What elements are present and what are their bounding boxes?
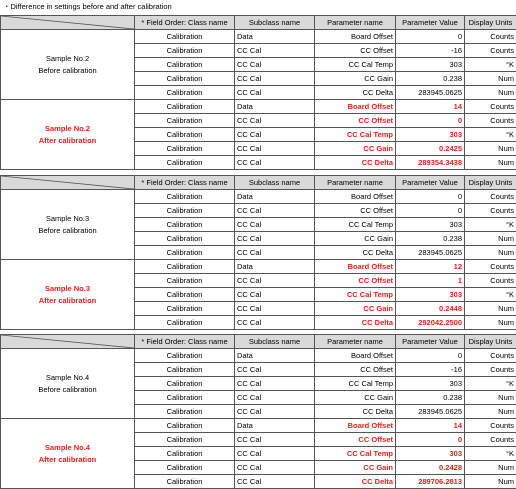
subclass-name-cell: CC Cal — [235, 274, 315, 288]
class-name-cell: Calibration — [135, 433, 235, 447]
display-unit-cell: Num — [465, 232, 516, 246]
parameter-name-cell: CC Offset — [315, 433, 396, 447]
display-unit-cell: °K — [465, 288, 516, 302]
parameter-name-cell: CC Offset — [315, 114, 396, 128]
subclass-name-cell: CC Cal — [235, 475, 315, 489]
table-row — [1, 30, 516, 44]
table-row — [1, 190, 516, 204]
comparison-section — [0, 15, 516, 170]
class-name-cell: Calibration — [135, 232, 235, 246]
class-name-cell: Calibration — [135, 316, 235, 330]
comparison-section — [0, 175, 516, 330]
parameter-value-cell: 0.238 — [396, 232, 465, 246]
parameter-name-cell: CC Cal Temp — [315, 58, 396, 72]
header-subclass-name: Subclass name — [235, 335, 315, 349]
subclass-name-cell: CC Cal — [235, 461, 315, 475]
header-parameter-value: Parameter Value — [396, 16, 465, 30]
display-unit-cell: Num — [465, 391, 516, 405]
class-name-cell: Calibration — [135, 405, 235, 419]
parameter-name-cell: CC Delta — [315, 86, 396, 100]
class-name-cell: Calibration — [135, 260, 235, 274]
header-row — [1, 16, 516, 30]
parameter-name-cell: CC Offset — [315, 44, 396, 58]
header-class-name: * Field Order: Class name — [135, 16, 235, 30]
diagonal-divider — [1, 16, 134, 29]
parameter-name-cell: CC Delta — [315, 246, 396, 260]
sample-label — [1, 30, 135, 100]
parameter-value-cell: 0.2428 — [396, 461, 465, 475]
class-name-cell: Calibration — [135, 349, 235, 363]
settings-table — [0, 15, 516, 170]
diagonal-divider — [1, 335, 134, 348]
parameter-name-cell: CC Cal Temp — [315, 218, 396, 232]
subclass-name-cell: CC Cal — [235, 86, 315, 100]
parameter-name-cell: CC Gain — [315, 232, 396, 246]
parameter-value-cell: 0.2425 — [396, 142, 465, 156]
parameter-value-cell: 12 — [396, 260, 465, 274]
display-unit-cell: °K — [465, 128, 516, 142]
subclass-name-cell: CC Cal — [235, 405, 315, 419]
subclass-name-cell: CC Cal — [235, 58, 315, 72]
display-unit-cell: Counts — [465, 433, 516, 447]
parameter-name-cell: CC Cal Temp — [315, 377, 396, 391]
subclass-name-cell: CC Cal — [235, 128, 315, 142]
sample-label — [1, 419, 135, 489]
class-name-cell: Calibration — [135, 302, 235, 316]
subclass-name-cell: CC Cal — [235, 302, 315, 316]
sample-label — [1, 349, 135, 419]
subclass-name-cell: CC Cal — [235, 72, 315, 86]
parameter-name-cell: CC Delta — [315, 156, 396, 170]
parameter-name-cell: CC Cal Temp — [315, 128, 396, 142]
display-unit-cell: Counts — [465, 349, 516, 363]
class-name-cell: Calibration — [135, 274, 235, 288]
class-name-cell: Calibration — [135, 190, 235, 204]
page-title: ・Difference in settings before and after calibration — [3, 2, 172, 12]
parameter-name-cell: CC Gain — [315, 461, 396, 475]
parameter-value-cell: -16 — [396, 44, 465, 58]
class-name-cell: Calibration — [135, 128, 235, 142]
display-unit-cell: Counts — [465, 419, 516, 433]
table-row — [1, 100, 516, 114]
parameter-value-cell: 0.2448 — [396, 302, 465, 316]
display-unit-cell: Counts — [465, 44, 516, 58]
parameter-value-cell: 14 — [396, 100, 465, 114]
header-parameter-value: Parameter Value — [396, 335, 465, 349]
calibration-phase: After calibration — [3, 135, 132, 147]
subclass-name-cell: CC Cal — [235, 363, 315, 377]
subclass-name-cell: Data — [235, 419, 315, 433]
display-unit-cell: °K — [465, 447, 516, 461]
calibration-phase: After calibration — [3, 295, 132, 307]
class-name-cell: Calibration — [135, 156, 235, 170]
corner-cell — [1, 176, 135, 190]
settings-table — [0, 175, 516, 330]
parameter-value-cell: 1 — [396, 274, 465, 288]
sample-label — [1, 190, 135, 260]
header-class-name: * Field Order: Class name — [135, 176, 235, 190]
parameter-value-cell: 0 — [396, 204, 465, 218]
header-row — [1, 335, 516, 349]
parameter-value-cell: 0 — [396, 114, 465, 128]
display-unit-cell: °K — [465, 58, 516, 72]
header-parameter-value: Parameter Value — [396, 176, 465, 190]
parameter-name-cell: CC Delta — [315, 475, 396, 489]
parameter-name-cell: CC Gain — [315, 72, 396, 86]
display-unit-cell: Num — [465, 461, 516, 475]
parameter-value-cell: 14 — [396, 419, 465, 433]
table-row — [1, 260, 516, 274]
parameter-name-cell: CC Gain — [315, 302, 396, 316]
parameter-name-cell: Board Offset — [315, 100, 396, 114]
display-unit-cell: Num — [465, 156, 516, 170]
display-unit-cell: Num — [465, 86, 516, 100]
class-name-cell: Calibration — [135, 142, 235, 156]
subclass-name-cell: Data — [235, 190, 315, 204]
subclass-name-cell: CC Cal — [235, 447, 315, 461]
subclass-name-cell: CC Cal — [235, 316, 315, 330]
parameter-value-cell: 283945.0625 — [396, 405, 465, 419]
subclass-name-cell: CC Cal — [235, 204, 315, 218]
parameter-value-cell: -16 — [396, 363, 465, 377]
parameter-value-cell: 0 — [396, 190, 465, 204]
class-name-cell: Calibration — [135, 461, 235, 475]
parameter-value-cell: 283945.0625 — [396, 246, 465, 260]
sample-name: Sample No.3 — [3, 283, 132, 295]
class-name-cell: Calibration — [135, 58, 235, 72]
parameter-name-cell: Board Offset — [315, 190, 396, 204]
display-unit-cell: Counts — [465, 100, 516, 114]
subclass-name-cell: CC Cal — [235, 44, 315, 58]
display-unit-cell: Num — [465, 475, 516, 489]
display-unit-cell: Num — [465, 316, 516, 330]
class-name-cell: Calibration — [135, 86, 235, 100]
display-unit-cell: Counts — [465, 30, 516, 44]
subclass-name-cell: Data — [235, 260, 315, 274]
subclass-name-cell: CC Cal — [235, 391, 315, 405]
parameter-name-cell: CC Offset — [315, 204, 396, 218]
subclass-name-cell: CC Cal — [235, 142, 315, 156]
class-name-cell: Calibration — [135, 44, 235, 58]
calibration-phase: After calibration — [3, 454, 132, 466]
class-name-cell: Calibration — [135, 218, 235, 232]
display-unit-cell: Num — [465, 142, 516, 156]
subclass-name-cell: CC Cal — [235, 377, 315, 391]
parameter-value-cell: 0 — [396, 349, 465, 363]
subclass-name-cell: Data — [235, 30, 315, 44]
header-display-units: Display Units — [465, 176, 516, 190]
sample-name: Sample No.2 — [3, 53, 132, 65]
subclass-name-cell: CC Cal — [235, 288, 315, 302]
calibration-phase: Before calibration — [3, 65, 132, 77]
sample-label — [1, 100, 135, 170]
parameter-name-cell: Board Offset — [315, 260, 396, 274]
header-parameter-name: Parameter name — [315, 335, 396, 349]
display-unit-cell: Counts — [465, 260, 516, 274]
subclass-name-cell: CC Cal — [235, 156, 315, 170]
subclass-name-cell: CC Cal — [235, 114, 315, 128]
subclass-name-cell: CC Cal — [235, 218, 315, 232]
class-name-cell: Calibration — [135, 204, 235, 218]
subclass-name-cell: CC Cal — [235, 232, 315, 246]
sample-name: Sample No.4 — [3, 372, 132, 384]
parameter-value-cell: 0 — [396, 30, 465, 44]
subclass-name-cell: CC Cal — [235, 246, 315, 260]
corner-cell — [1, 16, 135, 30]
display-unit-cell: Num — [465, 405, 516, 419]
display-unit-cell: Num — [465, 302, 516, 316]
class-name-cell: Calibration — [135, 377, 235, 391]
parameter-value-cell: 303 — [396, 447, 465, 461]
header-display-units: Display Units — [465, 335, 516, 349]
parameter-name-cell: Board Offset — [315, 419, 396, 433]
display-unit-cell: °K — [465, 218, 516, 232]
display-unit-cell: Counts — [465, 204, 516, 218]
parameter-value-cell: 303 — [396, 288, 465, 302]
settings-table — [0, 334, 516, 489]
display-unit-cell: Num — [465, 72, 516, 86]
display-unit-cell: Counts — [465, 274, 516, 288]
header-subclass-name: Subclass name — [235, 16, 315, 30]
table-row — [1, 349, 516, 363]
header-parameter-name: Parameter name — [315, 16, 396, 30]
class-name-cell: Calibration — [135, 100, 235, 114]
parameter-name-cell: CC Gain — [315, 391, 396, 405]
parameter-value-cell: 0 — [396, 433, 465, 447]
class-name-cell: Calibration — [135, 72, 235, 86]
class-name-cell: Calibration — [135, 30, 235, 44]
sample-label — [1, 260, 135, 330]
class-name-cell: Calibration — [135, 246, 235, 260]
parameter-value-cell: 303 — [396, 58, 465, 72]
comparison-section — [0, 334, 516, 489]
parameter-name-cell: Board Offset — [315, 349, 396, 363]
sample-name: Sample No.4 — [3, 442, 132, 454]
class-name-cell: Calibration — [135, 363, 235, 377]
parameter-value-cell: 303 — [396, 218, 465, 232]
parameter-value-cell: 0.238 — [396, 391, 465, 405]
corner-cell — [1, 335, 135, 349]
sample-name: Sample No.2 — [3, 123, 132, 135]
subclass-name-cell: Data — [235, 349, 315, 363]
parameter-value-cell: 292042.2500 — [396, 316, 465, 330]
header-row — [1, 176, 516, 190]
parameter-value-cell: 303 — [396, 128, 465, 142]
display-unit-cell: Counts — [465, 363, 516, 377]
parameter-name-cell: CC Delta — [315, 316, 396, 330]
subclass-name-cell: CC Cal — [235, 433, 315, 447]
sample-name: Sample No.3 — [3, 213, 132, 225]
table-row — [1, 419, 516, 433]
parameter-name-cell: CC Offset — [315, 363, 396, 377]
header-class-name: * Field Order: Class name — [135, 335, 235, 349]
subclass-name-cell: Data — [235, 100, 315, 114]
display-unit-cell: Num — [465, 246, 516, 260]
class-name-cell: Calibration — [135, 288, 235, 302]
parameter-name-cell: CC Cal Temp — [315, 447, 396, 461]
class-name-cell: Calibration — [135, 447, 235, 461]
display-unit-cell: Counts — [465, 190, 516, 204]
header-parameter-name: Parameter name — [315, 176, 396, 190]
parameter-name-cell: CC Gain — [315, 142, 396, 156]
parameter-name-cell: Board Offset — [315, 30, 396, 44]
class-name-cell: Calibration — [135, 114, 235, 128]
class-name-cell: Calibration — [135, 419, 235, 433]
parameter-value-cell: 0.238 — [396, 72, 465, 86]
header-subclass-name: Subclass name — [235, 176, 315, 190]
parameter-value-cell: 303 — [396, 377, 465, 391]
class-name-cell: Calibration — [135, 475, 235, 489]
parameter-name-cell: CC Offset — [315, 274, 396, 288]
diagonal-divider — [1, 176, 134, 189]
parameter-value-cell: 283945.0625 — [396, 86, 465, 100]
calibration-phase: Before calibration — [3, 225, 132, 237]
display-unit-cell: °K — [465, 377, 516, 391]
parameter-name-cell: CC Delta — [315, 405, 396, 419]
parameter-value-cell: 289706.2813 — [396, 475, 465, 489]
header-display-units: Display Units — [465, 16, 516, 30]
class-name-cell: Calibration — [135, 391, 235, 405]
parameter-name-cell: CC Cal Temp — [315, 288, 396, 302]
calibration-phase: Before calibration — [3, 384, 132, 396]
parameter-value-cell: 289354.3438 — [396, 156, 465, 170]
display-unit-cell: Counts — [465, 114, 516, 128]
